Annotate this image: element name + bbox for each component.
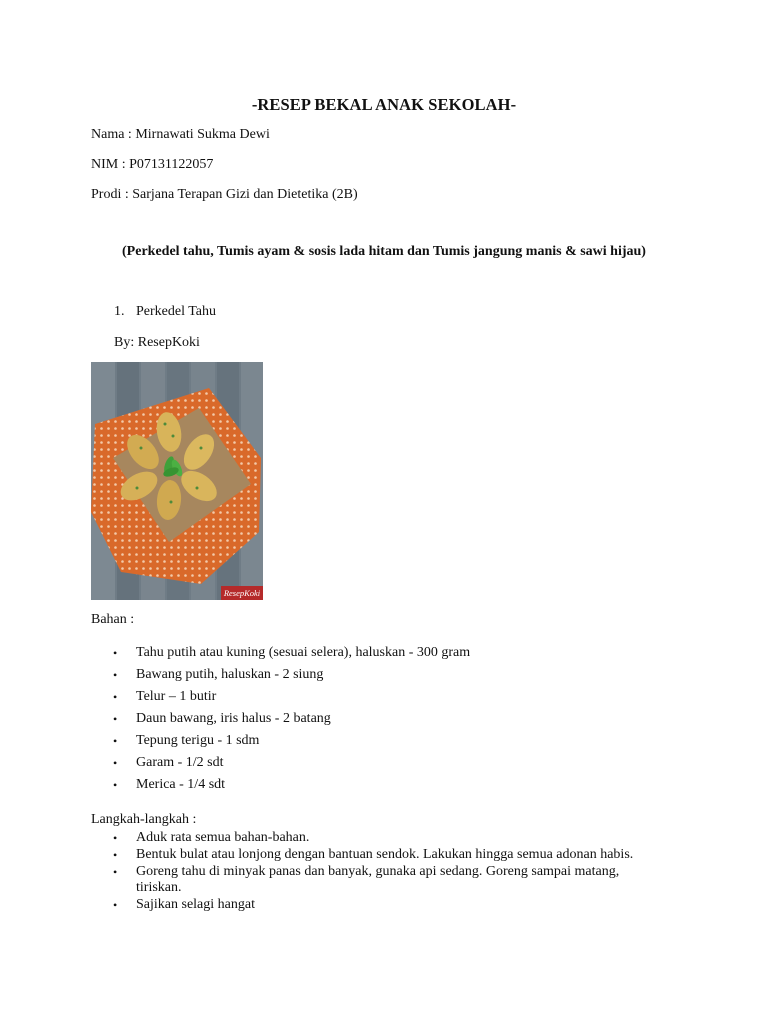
watermark-text: ResepKoki [223, 588, 261, 598]
bullet-icon: • [113, 756, 118, 770]
list-item: • Goreng tahu di minyak panas dan banyak, gunaka api sedang. Goreng sampai matang, tiriskan. [113, 864, 620, 895]
bullet-icon: • [113, 848, 118, 862]
ingredients-list [91, 642, 691, 796]
list-item: • Tepung terigu - 1 sdm [91, 730, 691, 752]
list-item: • Daun bawang, iris halus - 2 batang [91, 708, 691, 730]
list-item: • Tahu putih atau kuning (sesuai selera), haluskan - 300 gram [91, 642, 691, 664]
ingredients-label: Bahan : [91, 612, 135, 627]
menu-subtitle: (Perkedel tahu, Tumis ayam & sosis lada hitam dan Tumis jangung manis & sawi hijau) [122, 244, 646, 259]
list-item: • Bawang putih, haluskan - 2 siung [91, 664, 691, 686]
bullet-icon: • [113, 734, 118, 748]
student-name: Nama : Mirnawati Sukma Dewi [91, 127, 270, 142]
list-item: • Aduk rata semua bahan-bahan. [113, 830, 310, 845]
recipe-number: 1. [114, 304, 125, 319]
bullet-icon: • [113, 831, 118, 845]
bullet-icon: • [113, 865, 118, 879]
recipe-photo [91, 362, 263, 600]
perkedel-photo-illustration [91, 362, 263, 600]
bullet-icon: • [113, 646, 118, 660]
bullet-icon: • [113, 898, 118, 912]
recipe-name: Perkedel Tahu [136, 304, 217, 319]
list-item: • Sajikan selagi hangat [113, 897, 255, 912]
steps-list [91, 830, 651, 914]
recipe-byline: By: ResepKoki [114, 335, 200, 350]
list-item: • Bentuk bulat atau lonjong dengan bantuan sendok. Lakukan hingga semua adonan habis. [113, 847, 634, 862]
bullet-icon: • [113, 690, 118, 704]
list-item: • Telur – 1 butir [91, 686, 691, 708]
bullet-icon: • [113, 712, 118, 726]
bullet-icon: • [113, 778, 118, 792]
list-item: • Garam - 1/2 sdt [91, 752, 691, 774]
student-prodi: Prodi : Sarjana Terapan Gizi dan Dietetika (2B) [91, 187, 358, 202]
list-item: • Merica - 1/4 sdt [91, 774, 691, 796]
student-nim: NIM : P07131122057 [91, 157, 214, 172]
bullet-icon: • [113, 668, 118, 682]
recipe-heading [114, 304, 216, 320]
steps-label: Langkah-langkah : [91, 812, 197, 827]
document-title: -RESEP BEKAL ANAK SEKOLAH- [251, 95, 517, 114]
